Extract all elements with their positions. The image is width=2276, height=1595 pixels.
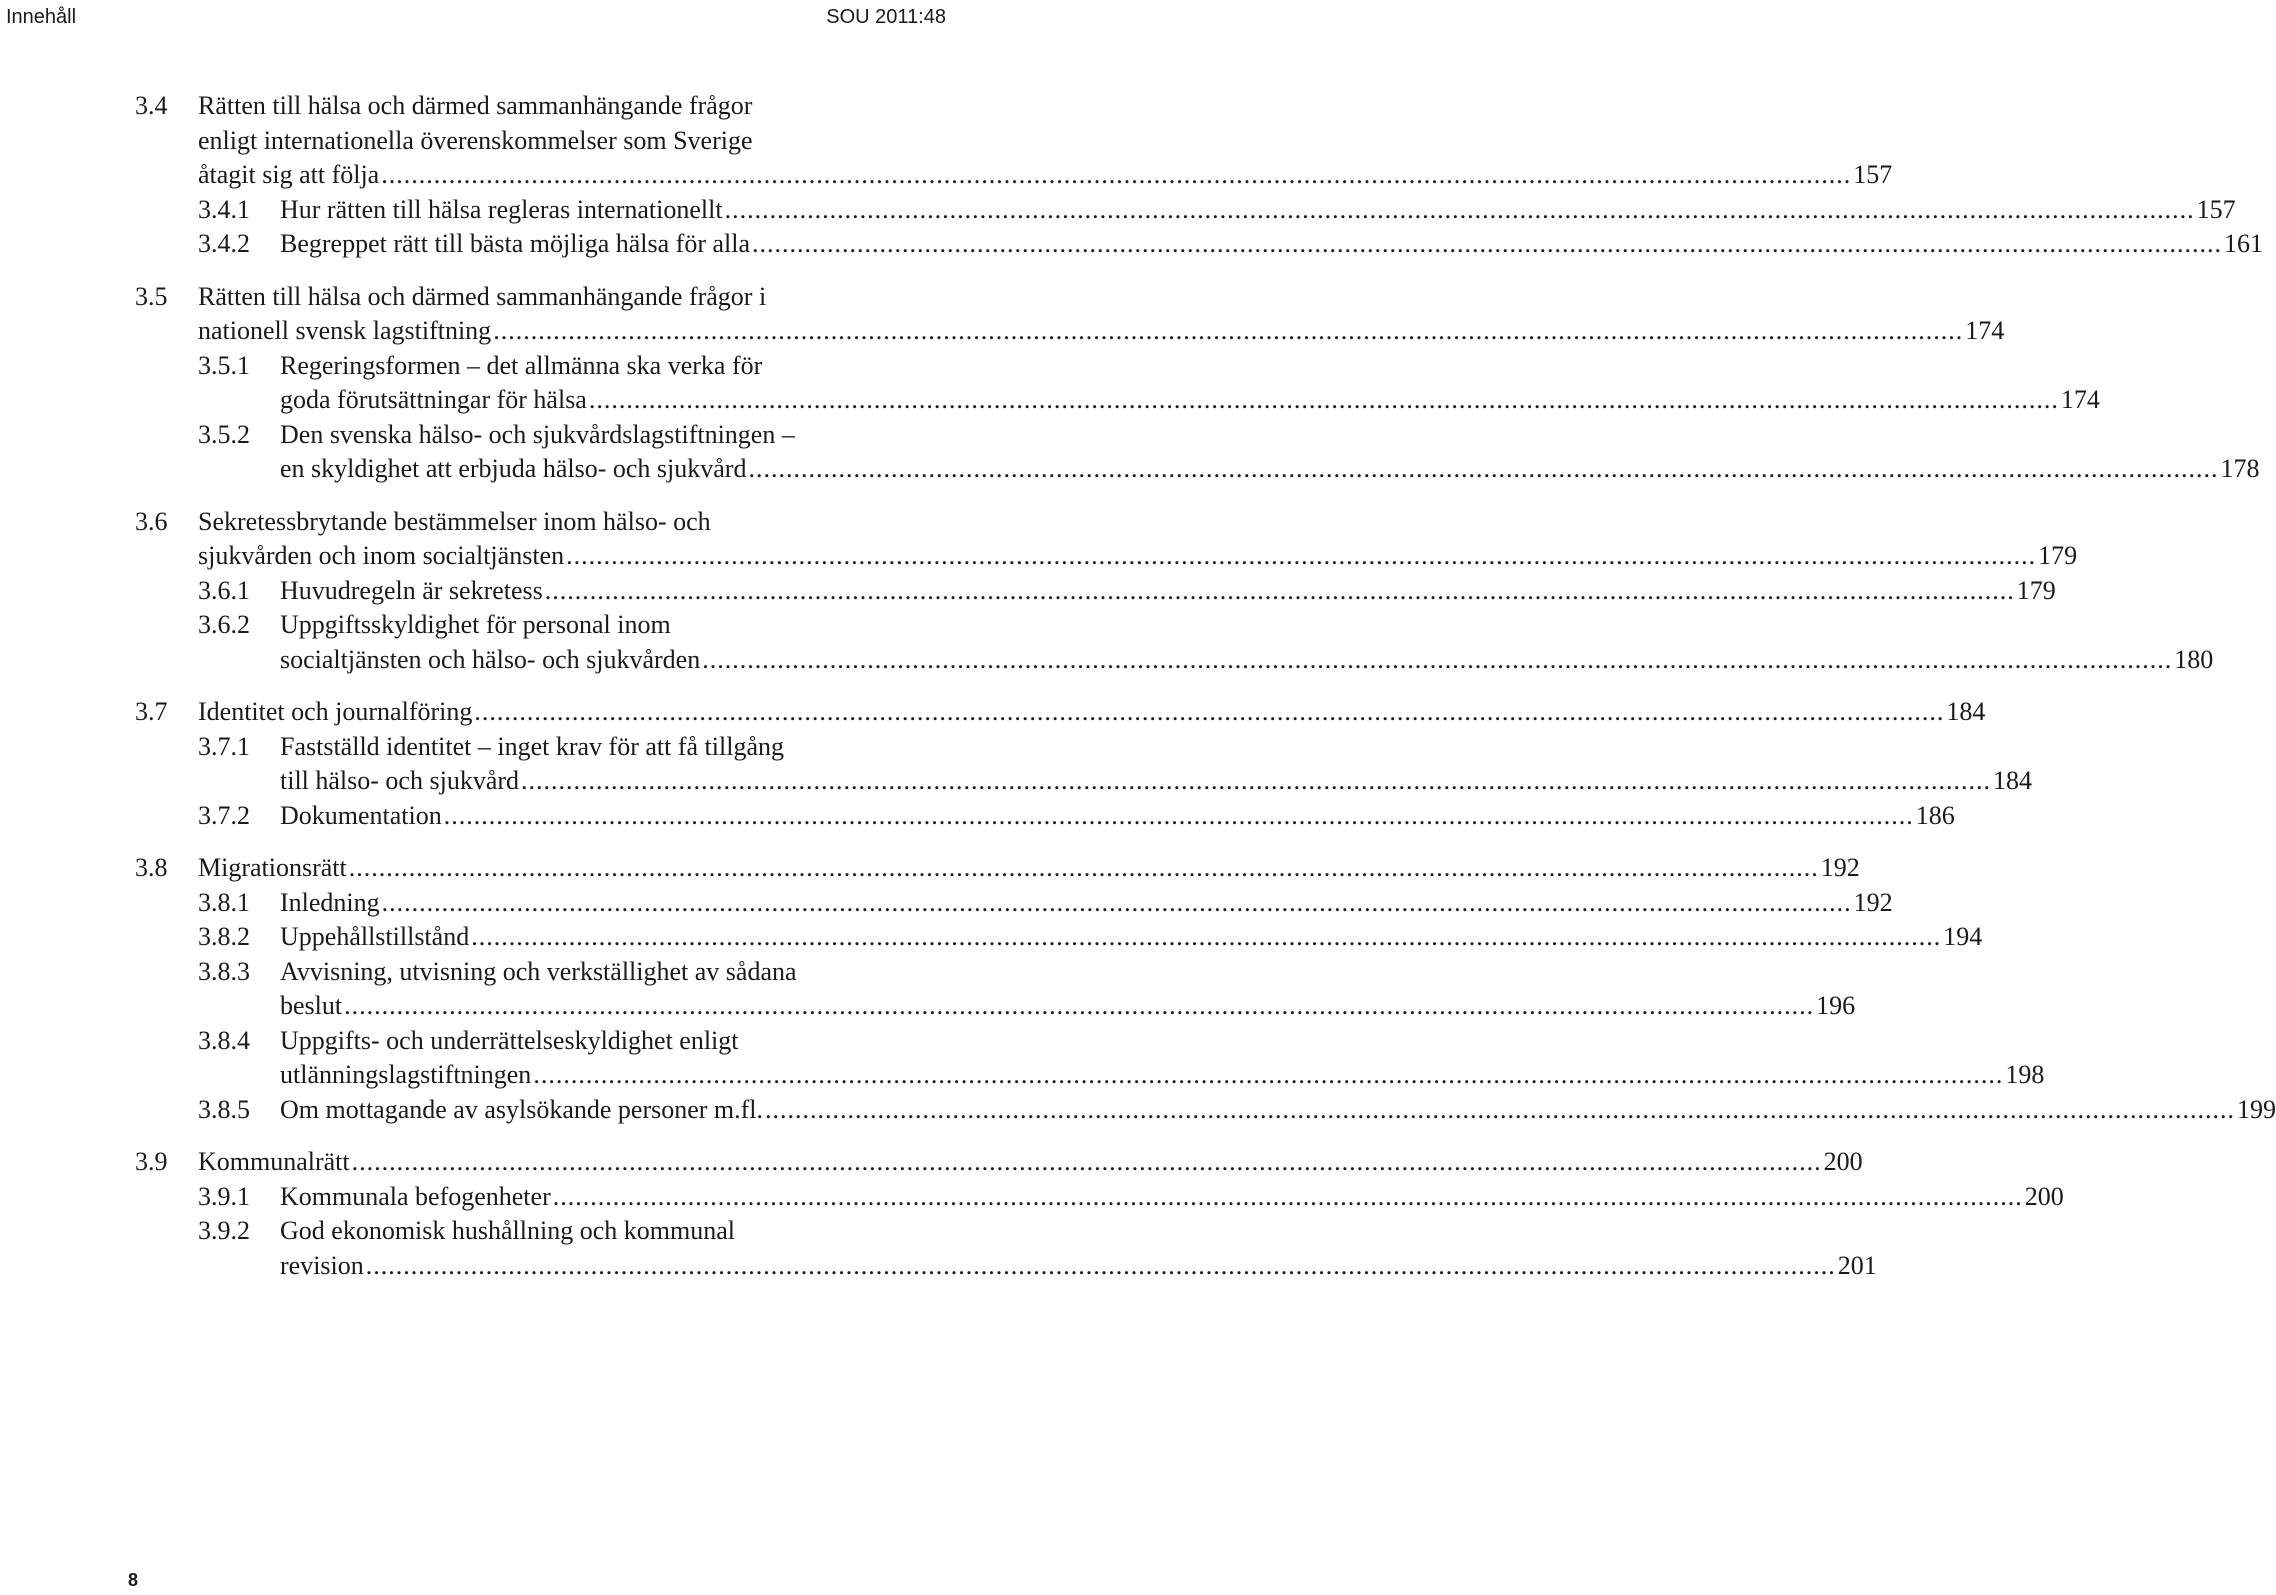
toc-entry[interactable] <box>0 695 1986 730</box>
toc-entry-page: 200 <box>1823 1147 1863 1176</box>
toc-entry[interactable] <box>0 920 1983 955</box>
toc-entry-title <box>280 349 2100 418</box>
page-header <box>0 0 960 40</box>
toc-entry-title-line: Uppgifts- och underrättelseskyldighet enligt <box>280 1025 739 1055</box>
dot-leader <box>344 989 1814 1024</box>
toc-entry-title-line: nationell svensk lagstiftning <box>198 316 492 345</box>
header-document-id: SOU 2011:48 <box>826 6 946 28</box>
toc-entry-title <box>280 574 2056 609</box>
toc-entry-number: 3.5.1 <box>198 350 250 380</box>
toc-entry-number: 3.8.2 <box>198 922 250 951</box>
toc-entry-title <box>280 227 2263 262</box>
toc-entry-title <box>280 955 1855 1024</box>
toc-entry-page: 199 <box>2237 1094 2276 1124</box>
toc-entry-page: 194 <box>1943 922 1983 951</box>
toc-entry[interactable] <box>0 227 2264 262</box>
dot-leader <box>382 886 1852 921</box>
toc-entry[interactable] <box>0 1214 1877 1283</box>
toc-entry-page: 178 <box>2220 454 2260 483</box>
toc-entry[interactable] <box>0 1093 2276 1128</box>
toc-entry-title-line: Inledning <box>280 887 380 917</box>
dot-leader <box>444 799 1914 834</box>
dot-leader <box>521 764 1991 799</box>
toc-entry-title <box>280 1024 2044 1093</box>
toc-entry-page: 186 <box>1915 800 1955 830</box>
dot-leader <box>748 452 2218 487</box>
toc-entry-title <box>280 886 1893 921</box>
toc-entry-number: 3.4 <box>135 91 168 120</box>
toc-entry-title-line: Om mottagande av asylsökande personer m.fl. <box>280 1094 764 1124</box>
toc-entry-number: 3.7 <box>135 697 168 726</box>
toc-entry-number: 3.9.2 <box>198 1216 250 1245</box>
toc-entry-number: 3.8.5 <box>198 1094 250 1124</box>
toc-entry-number: 3.7.2 <box>198 800 250 830</box>
toc-entry-number: 3.6.1 <box>198 575 250 605</box>
toc-entry-number: 3.8.1 <box>198 887 250 917</box>
toc-entry-number: 3.8.3 <box>198 956 250 986</box>
toc-entry-page: 161 <box>2224 229 2264 258</box>
toc-entry-page: 184 <box>1993 766 2033 795</box>
toc-entry-title-line: Kommunala befogenheter <box>280 1181 551 1211</box>
toc-entry-title <box>198 851 1860 886</box>
toc-entry-title <box>280 730 2032 799</box>
toc-entry-page: 179 <box>2038 541 2078 570</box>
toc-entry-title-line: sjukvården och inom socialtjänsten <box>198 541 565 570</box>
toc-entry-title <box>280 608 2213 677</box>
toc-entry-title-line: Identitet och journalföring <box>198 697 473 726</box>
dot-leader <box>752 227 2222 262</box>
toc-entry[interactable] <box>0 851 1860 886</box>
dot-leader <box>533 1058 2003 1093</box>
toc-entry-title-line: åtagit sig att följa <box>198 160 380 189</box>
dot-leader <box>725 193 2195 228</box>
toc-entry-title-line: Fastställd identitet – inget krav för att få tillgång <box>280 731 784 761</box>
toc-entry-page: 198 <box>2005 1060 2045 1089</box>
toc-entry-title <box>280 418 2259 487</box>
toc-entry-title <box>198 280 2004 349</box>
toc-entry-title-line: socialtjänsten och hälso- och sjukvården <box>280 644 701 674</box>
toc-entry-title-line: Rätten till hälsa och därmed sammanhängande frågor <box>198 91 753 120</box>
toc-entry-title-line: God ekonomisk hushållning och kommunal <box>280 1216 735 1245</box>
toc-entry-title-line: Sekretessbrytande bestämmelser inom hälso- och <box>198 506 711 536</box>
toc-entry[interactable] <box>0 955 1856 1024</box>
toc-entry-title-line: revision <box>280 1250 364 1280</box>
toc-entry-title-line: Begreppet rätt till bästa möjliga hälsa för alla <box>280 229 751 258</box>
toc-entry-title-line: Uppehållstillstånd <box>280 922 470 951</box>
dot-leader <box>381 158 1851 193</box>
toc-entry-title <box>280 799 1955 834</box>
toc-entry[interactable] <box>0 1145 1863 1180</box>
toc-entry-title-line: Kommunalrätt <box>198 1147 350 1176</box>
toc-entry-page: 192 <box>1853 887 1893 917</box>
toc-entry[interactable] <box>0 1024 2045 1093</box>
toc-entry-page: 184 <box>1946 697 1986 726</box>
toc-entry-number: 3.5.2 <box>198 419 250 449</box>
toc-entry-title-line: till hälso- och sjukvård <box>280 766 520 795</box>
toc-entry[interactable] <box>0 280 2005 349</box>
page-number: 8 <box>128 1570 139 1590</box>
toc-entry-title <box>198 89 1892 193</box>
toc-entry-title-line: enligt internationella överenskommelser som Sverige <box>198 125 753 155</box>
dot-leader <box>474 695 1944 730</box>
toc-entry-page: 192 <box>1820 853 1860 882</box>
toc-entry-number: 3.6 <box>135 506 168 536</box>
toc-entry[interactable] <box>0 89 1893 193</box>
toc-entry-page: 174 <box>2060 385 2100 414</box>
dot-leader <box>545 574 2015 609</box>
dot-leader <box>493 314 1963 349</box>
dot-leader <box>702 643 2172 678</box>
dot-leader <box>765 1093 2235 1128</box>
toc-entry-title <box>198 695 1985 730</box>
toc-entry-number: 3.7.1 <box>198 731 250 761</box>
toc-entry-title <box>280 1180 2064 1215</box>
toc-entry-title-line: Rätten till hälsa och därmed sammanhängande frågor i <box>198 281 767 311</box>
toc-entry-title-line: Hur rätten till hälsa regleras internationellt <box>280 194 723 224</box>
toc-entry-title-line: goda förutsättningar för hälsa <box>280 385 587 414</box>
toc-entry-page: 180 <box>2174 644 2214 674</box>
toc-entry-title-line: beslut <box>280 991 343 1020</box>
toc-entry-number: 3.5 <box>135 281 168 311</box>
toc-entry-page: 179 <box>2016 575 2056 605</box>
toc-entry-number: 3.6.2 <box>198 610 250 639</box>
table-of-contents <box>0 89 2276 1283</box>
dot-leader <box>366 1249 1836 1284</box>
header-section-title: Innehåll <box>6 6 77 28</box>
toc-entry-number: 3.4.2 <box>198 229 250 258</box>
toc-entry[interactable] <box>0 505 2078 574</box>
toc-entry-title <box>280 1093 2276 1128</box>
toc-entry-title-line: Huvudregeln är sekretess <box>280 575 543 605</box>
dot-leader <box>553 1180 2023 1215</box>
toc-entry-title-line: Migrationsrätt <box>198 853 347 882</box>
toc-entry-number: 3.4.1 <box>198 194 250 224</box>
toc-entry-title <box>280 920 1982 955</box>
toc-entry-title-line: Dokumentation <box>280 800 442 830</box>
toc-entry-title-line: utlänningslagstiftningen <box>280 1060 532 1089</box>
toc-entry-title-line: Regeringsformen – det allmänna ska verka för <box>280 350 763 380</box>
toc-entry[interactable] <box>0 193 2236 228</box>
toc-entry[interactable] <box>0 608 2214 677</box>
toc-entry-number: 3.9 <box>135 1147 168 1176</box>
dot-leader <box>471 920 1941 955</box>
toc-entry[interactable] <box>0 1180 2064 1215</box>
toc-entry[interactable] <box>0 799 1955 834</box>
toc-entry-title <box>198 1145 1863 1180</box>
toc-entry[interactable] <box>0 574 2056 609</box>
toc-entry-page: 200 <box>2024 1181 2064 1211</box>
toc-entry-title-line: Uppgiftsskyldighet för personal inom <box>280 610 671 639</box>
toc-entry-title-line: en skyldighet att erbjuda hälso- och sjukvård <box>280 454 747 483</box>
toc-entry-number: 3.8.4 <box>198 1025 250 1055</box>
toc-entry[interactable] <box>0 418 2260 487</box>
toc-entry-title-line: Den svenska hälso- och sjukvårdslagstiftningen – <box>280 419 795 449</box>
toc-entry[interactable] <box>0 730 2033 799</box>
toc-entry-page: 157 <box>1853 160 1893 189</box>
dot-leader <box>589 383 2059 418</box>
dot-leader <box>349 851 1819 886</box>
toc-entry-title-line: Avvisning, utvisning och verkställighet av sådana <box>280 956 797 986</box>
dot-leader <box>566 539 2036 574</box>
toc-entry-title <box>280 193 2236 228</box>
toc-entry-title <box>198 505 2077 574</box>
toc-entry-number: 3.8 <box>135 853 168 882</box>
toc-entry-page: 196 <box>1816 991 1856 1020</box>
toc-entry-number: 3.9.1 <box>198 1181 250 1211</box>
toc-entry-page: 174 <box>1965 316 2005 345</box>
toc-entry[interactable] <box>0 886 1893 921</box>
toc-entry-page: 201 <box>1837 1250 1877 1280</box>
toc-entry-title <box>280 1214 1877 1283</box>
toc-entry-page: 157 <box>2196 194 2236 224</box>
toc-entry[interactable] <box>0 349 2100 418</box>
dot-leader <box>352 1145 1822 1180</box>
